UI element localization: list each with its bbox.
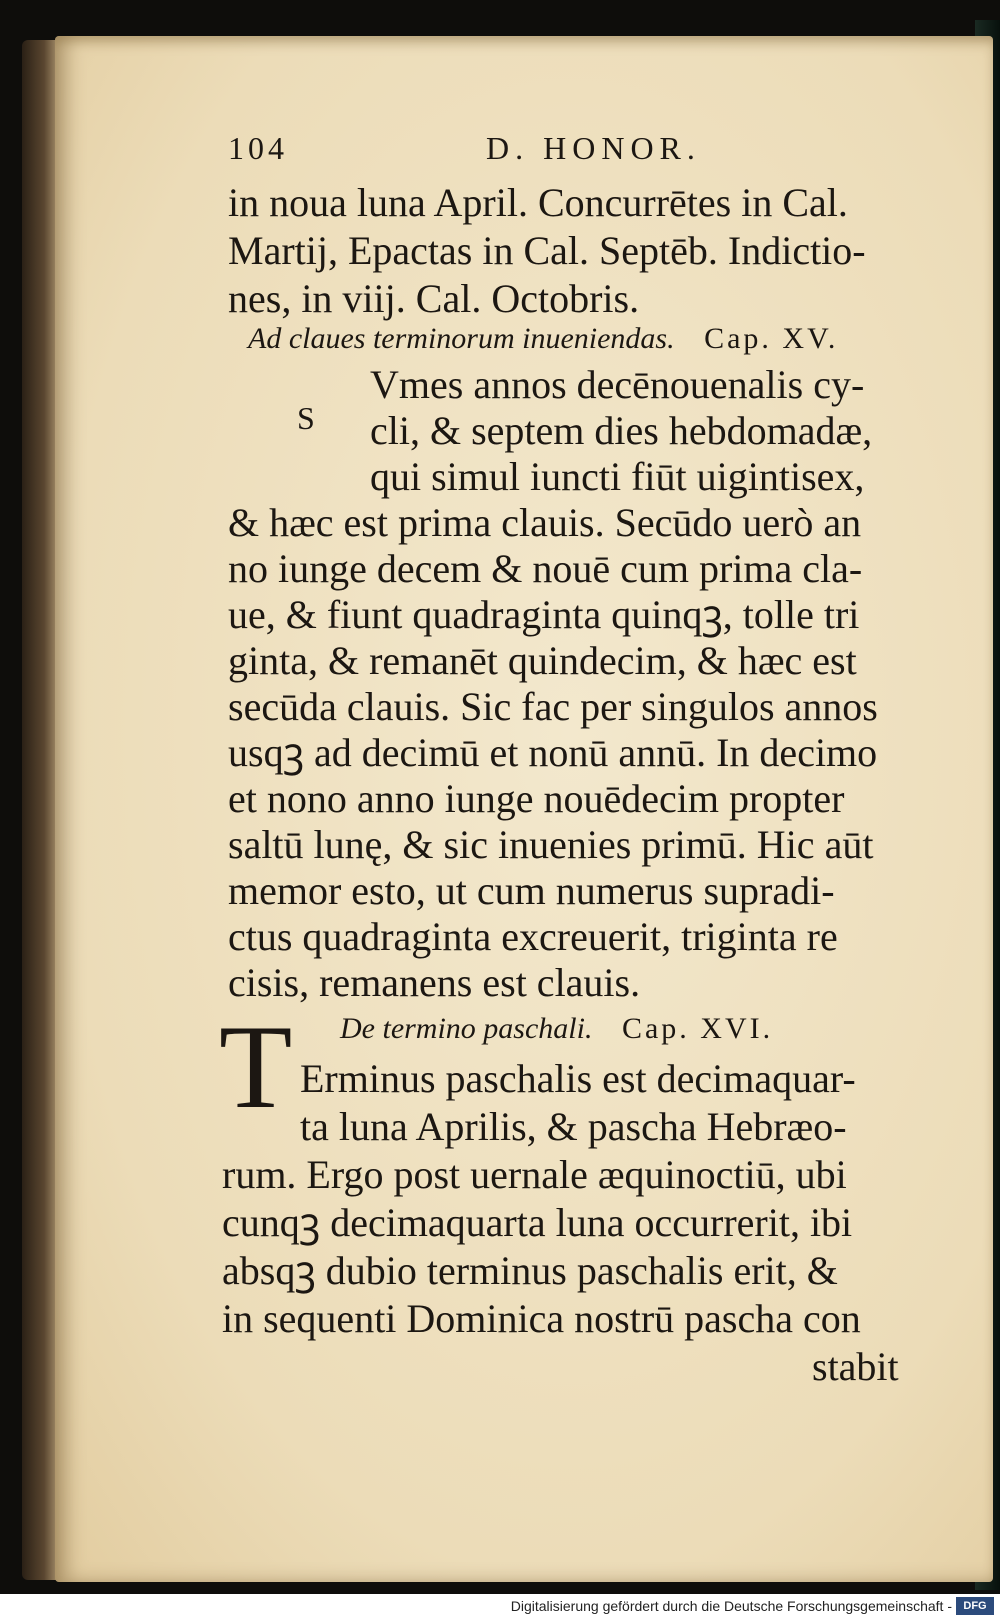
text-line: qui simul iuncti fiūt uigintisex, (370, 454, 865, 499)
text-line: ctus quadraginta excreuerit, triginta re (228, 914, 838, 959)
text-line: no iunge decem & nouē cum prima cla- (228, 546, 863, 591)
chapter-heading-16 (340, 1012, 773, 1046)
text-line: Vmes annos decēnouenalis cy- (370, 362, 865, 407)
text-line: secūda clauis. Sic fac per singulos annos (228, 684, 878, 729)
chapter-heading-15 (248, 322, 838, 356)
text-line: absqꝫ dubio terminus paschalis erit, & (222, 1248, 838, 1293)
footer-bar (0, 1594, 1000, 1620)
chapter-label: Cap. XV. (704, 322, 839, 355)
text-line: ue, & fiunt quadraginta quinqꝫ, tolle tri (228, 592, 860, 637)
text-line: cli, & septem dies hebdomadæ, (370, 408, 873, 453)
text-line: ta luna Aprilis, & pascha Hebræo- (300, 1104, 847, 1149)
chapter-title: De termino paschali. (340, 1012, 593, 1045)
dfg-logo-icon: DFG (956, 1597, 994, 1615)
text-line: Martij, Epactas in Cal. Septēb. Indictio- (228, 228, 866, 273)
text-line: & hæc est prima clauis. Secūdo uerò an (228, 500, 862, 545)
text-line: nes, in viij. Cal. Octobris. (228, 276, 640, 321)
text-line: Erminus paschalis est decimaquar- (300, 1056, 856, 1101)
text-line: rum. Ergo post uernale æquinoctiū, ubi (222, 1152, 847, 1197)
text-line: memor esto, ut cum numerus supradi- (228, 868, 835, 913)
chapter-title: Ad claues terminorum inueniendas. (248, 322, 675, 355)
running-head: D. HONOR. (486, 130, 701, 166)
text-line: saltū lunę, & sic inuenies primū. Hic aūt (228, 822, 874, 867)
text-line: usqꝫ ad decimū et nonū annū. In decimo (228, 730, 878, 775)
text-line: in sequenti Dominica nostrū pascha con (222, 1296, 861, 1341)
text-line: cunqꝫ decimaquarta luna occurrerit, ibi (222, 1200, 853, 1245)
folio-number: 104 (228, 130, 288, 166)
text-line: ginta, & remanēt quindecim, & hæc est (228, 638, 857, 683)
page-header (228, 130, 918, 174)
text-line: et nono anno iunge nouēdecim propter (228, 776, 845, 821)
initial-letter: S (297, 400, 315, 436)
text-line: in noua luna April. Concurrētes in Cal. (228, 180, 848, 225)
funding-credit: Digitalisierung gefördert durch die Deutsche Forschungsgemeinschaft - (510, 1598, 952, 1614)
drop-cap-initial: T (219, 1000, 293, 1133)
chapter-label: Cap. XVI. (621, 1012, 774, 1045)
text-line: cisis, remanens est clauis. (228, 960, 641, 1005)
catchword: stabit (812, 1344, 899, 1389)
